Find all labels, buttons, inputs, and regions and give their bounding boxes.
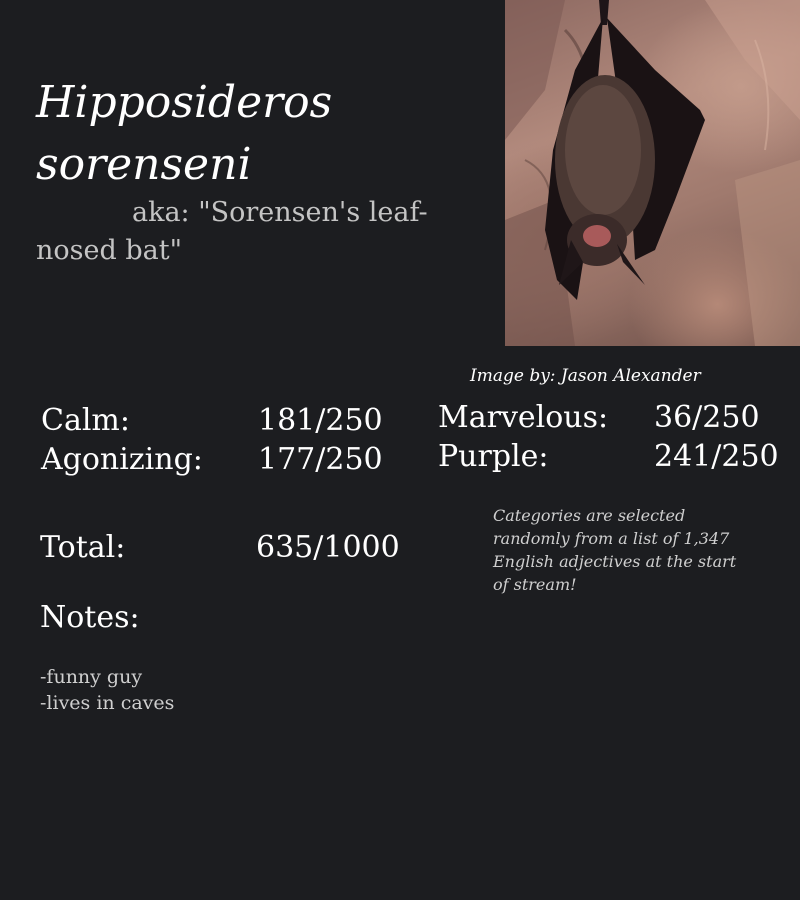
- stat-label-purple: Purple:: [438, 439, 549, 474]
- stat-value-marvelous: 36/250: [654, 400, 760, 435]
- bat-illustration: [505, 0, 800, 346]
- stat-label-marvelous: Marvelous:: [438, 400, 609, 435]
- stat-value-agonizing: 177/250: [258, 442, 383, 477]
- total-value: 635/1000: [256, 530, 400, 565]
- species-name: Hipposideros sorenseni: [36, 77, 333, 190]
- notes-heading: Notes:: [40, 600, 140, 635]
- total-label: Total:: [40, 530, 126, 565]
- note-item: -funny guy: [40, 666, 143, 688]
- stat-label-agonizing: Agonizing:: [41, 442, 203, 477]
- bat-photo: [505, 0, 800, 346]
- image-credit: Image by: Jason Alexander: [470, 366, 701, 386]
- note-item: -lives in caves: [40, 692, 175, 714]
- notes-list: [40, 664, 174, 716]
- category-disclaimer: Categories are selected randomly from a list of 1,347 English adjectives at the start of stream!: [493, 506, 737, 594]
- stat-value-purple: 241/250: [654, 439, 779, 474]
- stat-value-calm: 181/250: [258, 403, 383, 438]
- common-name: aka: "Sorensen's leaf-nosed bat": [36, 197, 428, 266]
- stat-label-calm: Calm:: [41, 403, 130, 438]
